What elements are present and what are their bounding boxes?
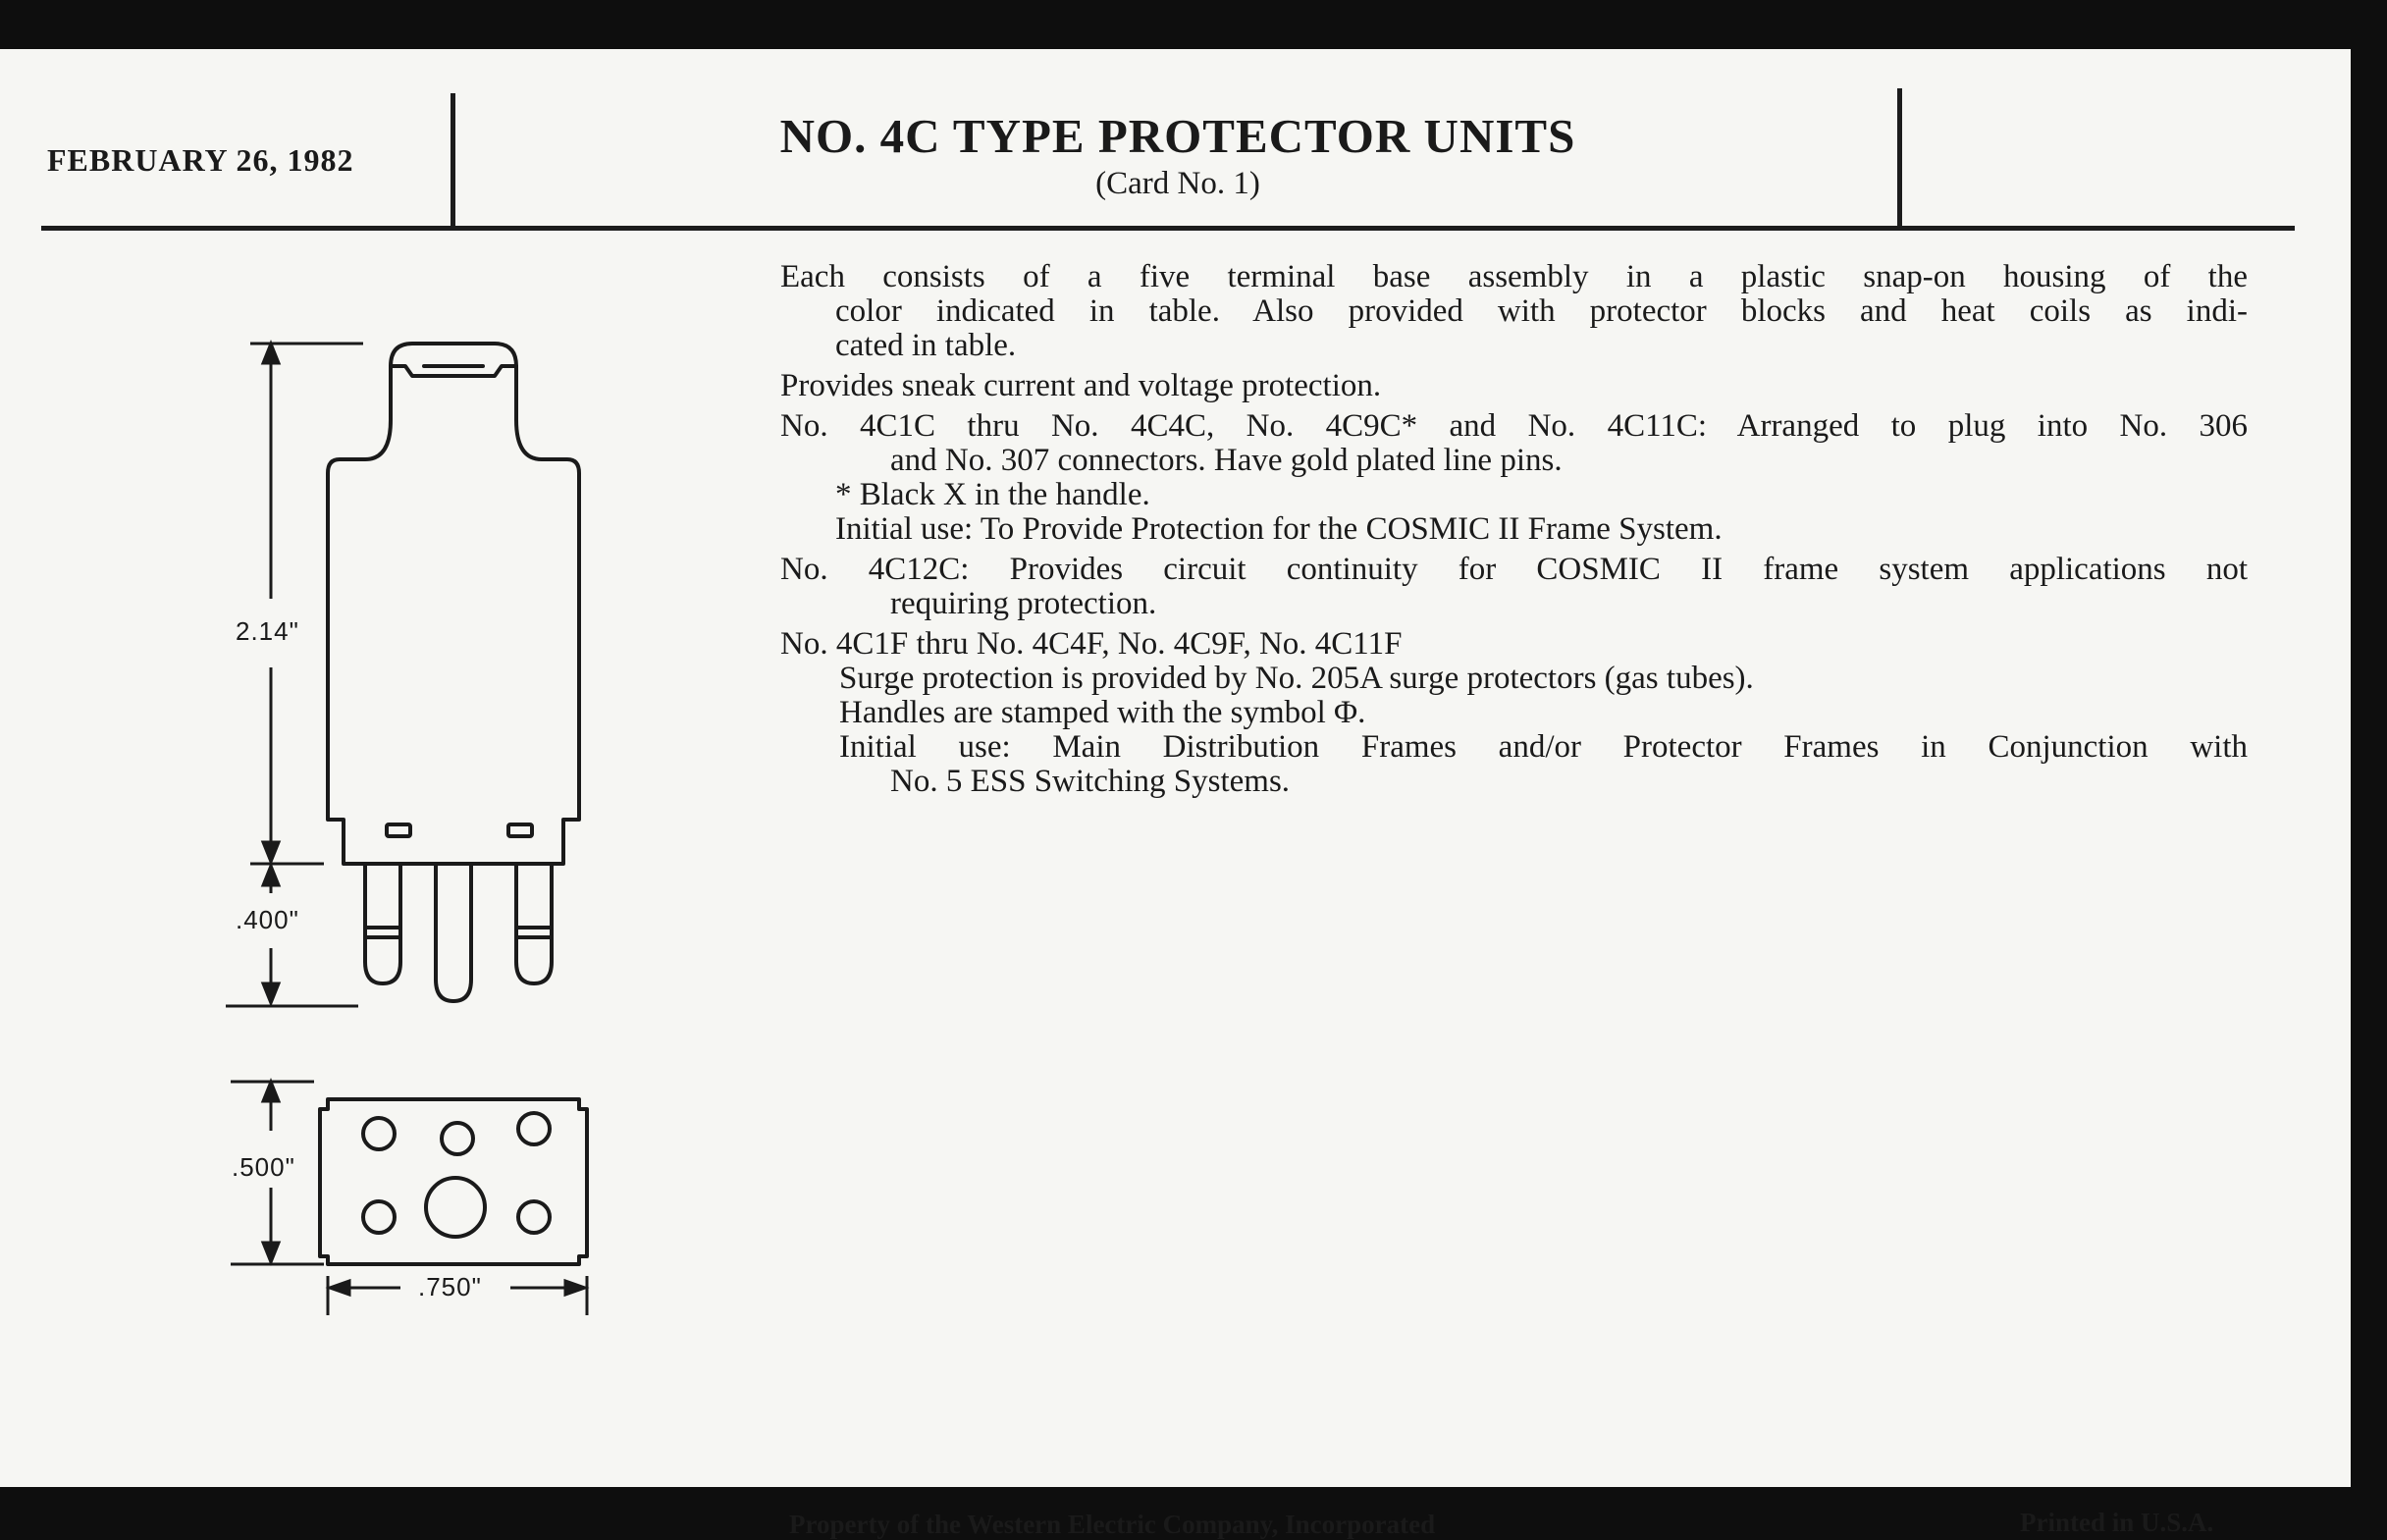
footer-printed: Printed in U.S.A. — [2020, 1508, 2214, 1537]
paragraph-4c-f-series — [780, 627, 2248, 799]
card-date: FEBRUARY 26, 1982 — [47, 142, 354, 178]
hole — [363, 1201, 395, 1233]
pin-dimension-label: .400" — [236, 905, 299, 934]
terminal-slot-left — [387, 824, 410, 836]
paragraph-4c-c-series — [780, 409, 2248, 547]
text-line: Handles are stamped with the symbol Φ. — [839, 695, 1366, 730]
card-title: NO. 4C TYPE PROTECTOR UNITS — [779, 109, 1576, 163]
terminal-slot-right — [508, 824, 532, 836]
text-line: No. 5 ESS Switching Systems. — [890, 764, 1291, 799]
text-line: * Black X in the handle. — [835, 477, 1150, 512]
text-line: Provides sneak current and voltage protection. — [780, 368, 1382, 403]
footer-property: Property of the Western Electric Company, Incorporated — [789, 1510, 1436, 1539]
text-line: No. 4C1F thru No. 4C4F, No. 4C9F, No. 4C11F — [780, 626, 1403, 662]
protector-unit-drawing — [196, 314, 609, 1345]
text-line: color indicated in table. Also provided with protector blocks and heat coils as indi- — [835, 293, 2248, 329]
title-block — [461, 108, 1894, 202]
text-line: Each consists of a five terminal base assembly in a plastic snap-on housing of the — [780, 259, 2248, 294]
text-line: Surge protection is provided by No. 205A surge protectors (gas tubes). — [839, 661, 1754, 696]
depth-dimension-label: .500" — [232, 1152, 295, 1182]
header-divider-left — [451, 93, 455, 231]
text-line: requiring protection. — [890, 586, 1157, 621]
center-hole — [426, 1178, 485, 1237]
text-line: cated in table. — [835, 328, 1017, 363]
unit-body-outline — [328, 366, 579, 864]
handle-cap — [391, 344, 516, 366]
header-rule — [41, 226, 2295, 231]
width-dimension-label: .750" — [418, 1272, 482, 1301]
hole — [363, 1118, 395, 1149]
text-line: No. 4C12C: Provides circuit continuity for COSMIC II frame system applications not — [780, 552, 2248, 587]
catalog-card — [0, 49, 2351, 1539]
paragraph-4c12c — [780, 553, 2248, 621]
pin-right — [516, 864, 552, 983]
header-divider-right — [1897, 88, 1902, 226]
hole — [518, 1201, 550, 1233]
text-line: No. 4C1C thru No. 4C4C, No. 4C9C* and No. 4C11C: Arranged to plug into No. 306 — [780, 408, 2248, 444]
text-line: Initial use: Main Distribution Frames and/or Protector Frames in Conjunction with — [839, 729, 2248, 765]
text-line: and No. 307 connectors. Have gold plated line pins. — [890, 443, 1563, 478]
height-dimension-label: 2.14" — [236, 616, 299, 646]
description-text — [780, 260, 2248, 805]
hole — [442, 1123, 473, 1154]
text-line: Initial use: To Provide Protection for the COSMIC II Frame System. — [835, 511, 1723, 547]
paragraph-construction — [780, 260, 2248, 363]
pin-center — [436, 864, 471, 1001]
hole — [518, 1113, 550, 1144]
pin-left — [365, 864, 400, 983]
card-subtitle: (Card No. 1) — [1095, 166, 1260, 201]
paragraph-protection — [780, 369, 2248, 403]
